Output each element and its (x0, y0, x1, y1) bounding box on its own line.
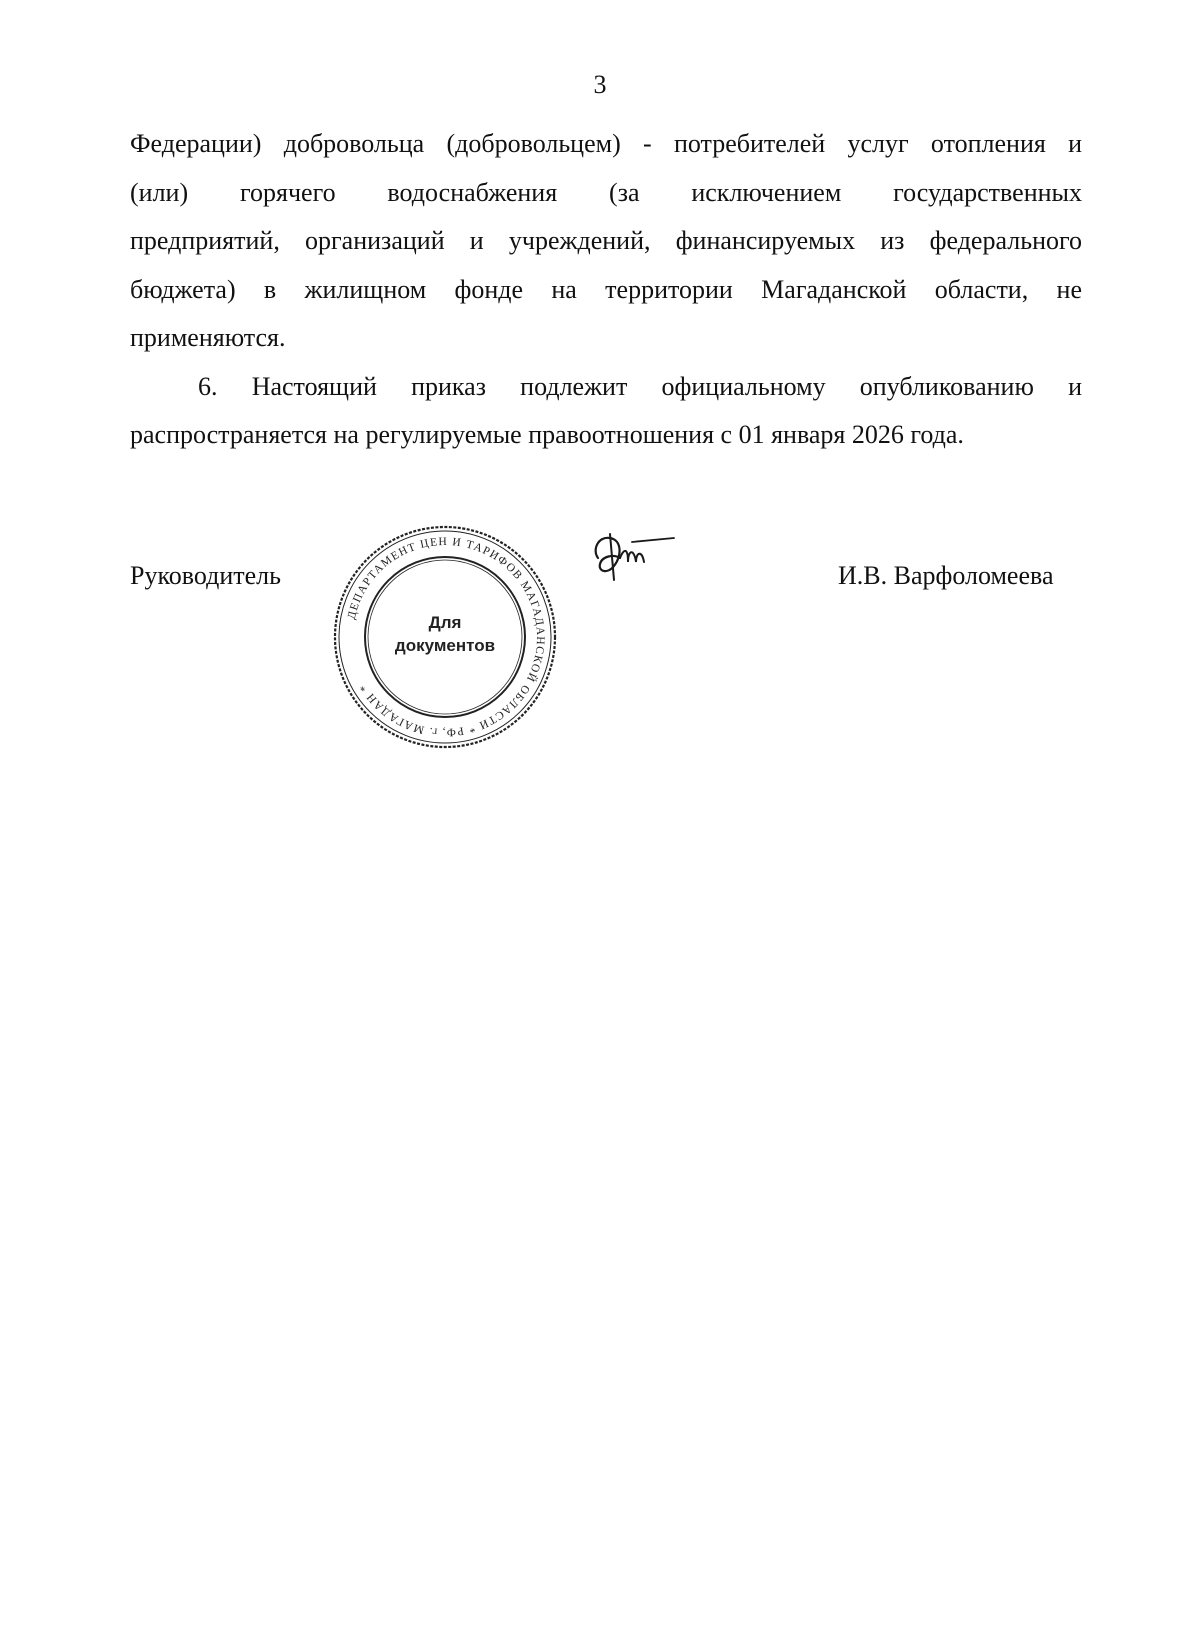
seal-center-line-1: Для (428, 613, 462, 632)
paragraph-6-line-1: 6. Настоящий приказ подлежит официальному опубликованию и (198, 371, 1082, 401)
paragraph-5-line-3: предприятий, организаций и учреждений, финансируемых из федерального (130, 226, 1082, 255)
paragraph-5-line-2: (или) горячего водоснабжения (за исключением государственных (130, 177, 1082, 207)
signatory-position: Руководитель (130, 561, 281, 590)
signatory-name: И.В. Варфоломеева (838, 561, 1054, 590)
seal-ring-text: ДЕПАРТАМЕНТ ЦЕН И ТАРИФОВ МАГАДАНСКОЙ ОБЛАСТИ * РФ, г. МАГАДАН * (345, 535, 547, 739)
document-body (130, 120, 1082, 460)
paragraph-6-line-2: распространяется на регулируемые правоотношения с 01 января 2026 года. (130, 420, 964, 449)
page-number: 3 (593, 70, 607, 99)
paragraph-5-line-5: применяются. (130, 323, 286, 352)
seal-center-line-2: документов (394, 636, 496, 655)
paragraph-5-line-4: бюджета) в жилищном фонде на территории Магаданской области, не (130, 274, 1082, 304)
handwritten-signature (588, 528, 680, 590)
official-seal (330, 522, 560, 752)
paragraph-5-line-1: Федерации) добровольца (добровольцем) - потребителей услуг отопления и (130, 129, 1082, 158)
